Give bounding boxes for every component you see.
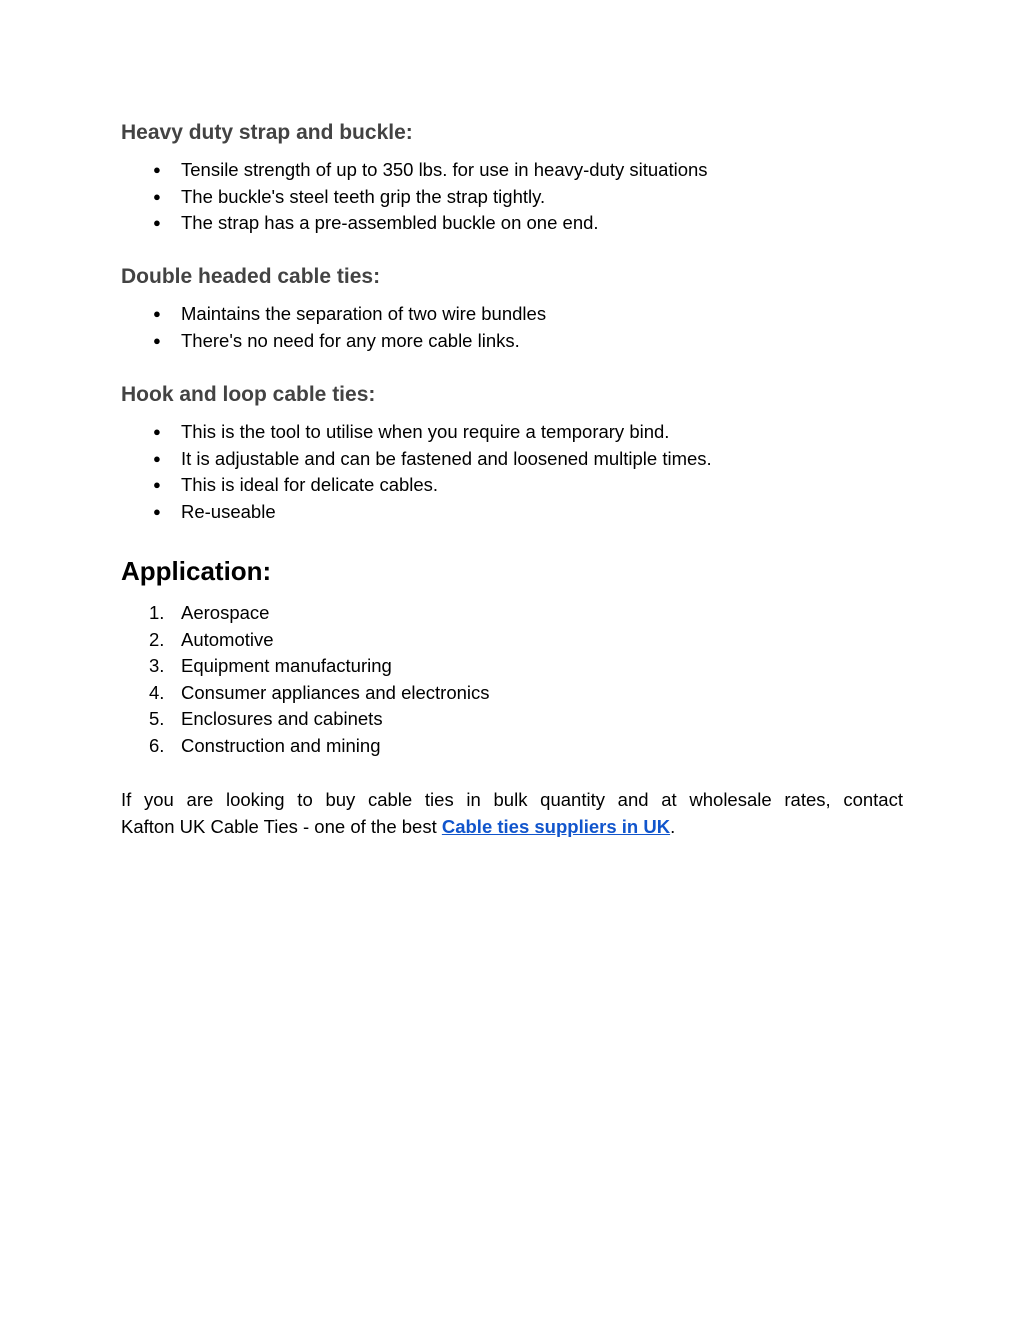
- list-item-text: This is ideal for delicate cables.: [181, 474, 439, 495]
- list-item: [121, 472, 712, 499]
- list-number: 5.: [149, 708, 165, 729]
- list-number: 2.: [149, 628, 165, 650]
- cable-ties-suppliers-link[interactable]: Cable ties suppliers in UK: [441, 816, 671, 837]
- heading-hook-and-loop-cable-ties: Hook and loop cable ties:: [121, 383, 376, 406]
- bullet-icon: ●: [153, 162, 161, 177]
- list-item: [121, 210, 708, 237]
- heading-double-headed-cable-ties: Double headed cable ties:: [121, 265, 381, 288]
- heading-application: Application:: [121, 556, 272, 586]
- list-item: [121, 184, 708, 211]
- list-item-text: Tensile strength of up to 350 lbs. for use in heavy-duty situations: [181, 159, 708, 180]
- bullet-icon: ●: [153, 188, 161, 204]
- heading-heavy-duty-strap: Heavy duty strap and buckle:: [121, 121, 413, 144]
- closing-paragraph: [121, 786, 903, 840]
- list-number: 3.: [149, 655, 165, 676]
- list-item: [121, 419, 712, 446]
- list-item-text: The buckle's steel teeth grip the strap tightly.: [181, 185, 546, 207]
- list-item: [121, 446, 712, 473]
- list-item: [121, 627, 490, 654]
- list-item: [121, 328, 546, 355]
- list-item-text: This is the tool to utilise when you require a temporary bind.: [181, 421, 670, 442]
- list-item-text: Maintains the separation of two wire bundles: [181, 303, 547, 324]
- list-item: [121, 733, 490, 760]
- list-item-text: Re-useable: [181, 500, 276, 522]
- list-item: [121, 301, 546, 328]
- list-item: [121, 157, 708, 184]
- list-item-text: Enclosures and cabinets: [181, 708, 383, 729]
- list-number: 6.: [149, 734, 165, 756]
- list-item-text: Equipment manufacturing: [181, 655, 392, 676]
- bullet-icon: ●: [153, 306, 161, 321]
- list-item-text: It is adjustable and can be fastened and loosened multiple times.: [181, 447, 712, 469]
- list-double-headed-cable-ties: [121, 301, 546, 354]
- list-item: [121, 600, 490, 627]
- bullet-icon: ●: [153, 424, 161, 439]
- closing-line-1: If you are looking to buy cable ties in bulk quantity and at wholesale rates, contact: [121, 789, 903, 810]
- bullet-icon: ●: [153, 477, 161, 492]
- bullet-icon: ●: [153, 503, 161, 519]
- list-item: [121, 706, 490, 733]
- list-item-text: Construction and mining: [181, 734, 381, 756]
- list-item: [121, 680, 490, 707]
- list-item-text: There's no need for any more cable links.: [181, 329, 520, 351]
- closing-line-2-suffix: .: [670, 816, 676, 837]
- list-item-text: Consumer appliances and electronics: [181, 681, 490, 703]
- closing-line-2-prefix: Kafton UK Cable Ties - one of the best: [121, 816, 442, 837]
- list-hook-and-loop-cable-ties: [121, 419, 712, 525]
- list-item: [121, 499, 712, 526]
- list-number: 1.: [149, 602, 165, 623]
- list-heavy-duty-strap: [121, 157, 708, 237]
- list-item-text: Automotive: [181, 628, 274, 650]
- bullet-icon: ●: [153, 332, 161, 348]
- bullet-icon: ●: [153, 450, 161, 466]
- list-item-text: The strap has a pre-assembled buckle on one end.: [181, 212, 599, 233]
- list-application: [121, 600, 490, 759]
- closing-line-2: [121, 813, 903, 840]
- list-number: 4.: [149, 681, 165, 703]
- list-item: [121, 653, 490, 680]
- list-item-text: Aerospace: [181, 602, 270, 623]
- bullet-icon: ●: [153, 215, 161, 230]
